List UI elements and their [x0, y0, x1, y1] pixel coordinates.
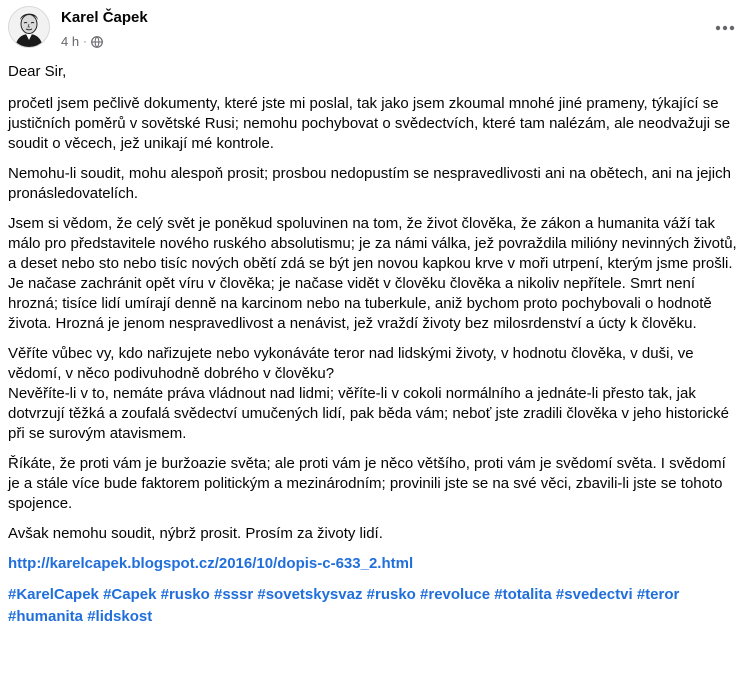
hashtag-link[interactable]: #lidskost	[87, 608, 153, 625]
more-options-button[interactable]	[711, 14, 739, 42]
post-paragraph: pročetl jsem pečlivě dokumenty, které jste mi poslal, tak jako jsem zkoumal mnohé jiné prameny, týkající se justičních poměrů v sovětské Rusi; nemohu pochybovat o svědectvích, které tam nalézám, ale neodvažuji se soudit o věcech, jež unikají mé kontrole.	[8, 95, 731, 152]
hashtag-link[interactable]: #rusko	[366, 586, 416, 603]
post-timestamp[interactable]: 4 h	[61, 34, 80, 49]
hashtag-link[interactable]: #humanita	[8, 608, 84, 625]
post-meta	[61, 34, 103, 49]
post-paragraph: Říkáte, že proti vám je buržoazie světa; ale proti vám je něco většího, proti vám je svědomí světa. I svědomí je a stále více bude faktorem politickým a mezinárodním; provinili jste se na své věci, zbavili-li jste se tohoto spojence.	[8, 455, 726, 512]
hashtag-link[interactable]: #teror	[636, 586, 680, 603]
author-name[interactable]: Karel Čapek	[61, 9, 148, 26]
more-horizontal-icon	[715, 25, 735, 31]
post-header	[8, 6, 743, 54]
post-paragraph: Jsem si vědom, že celý svět je poněkud spoluvinen na tom, že život člověka, že zákon a humanita váží tak málo pro představitele nového ruského absolutismu; je za námi válka, jež povraždila milióny nevinných životů, a deset nebo sto nebo tisíc nových obětí zdá se být jen novou kapkou krve v moři utrpení, kterým jsme prošli. Je načase zachránit opět víru v člověka; je načase vidět v člověku člověka a nikoliv nepřítele. Smrt není hrozná; tisíce lidí umírají denně na karcinom nebo na tuberkule, aniž bychom proto pochybovali o hodnotě života. Hrozná je jenom nespravedlivost a nenávist, jež vraždí životy bez milosrdenství a úcty k člověku.	[8, 215, 737, 332]
hashtag-link[interactable]: #sssr	[213, 586, 254, 603]
hashtag-link[interactable]: #KarelCapek	[8, 586, 99, 603]
hashtag-link[interactable]: #sovetskysvaz	[257, 586, 363, 603]
post-paragraph: Avšak nemohu soudit, nýbrž prosit. Prosím za životy lidí.	[8, 525, 383, 542]
hashtag-link[interactable]: #svedectvi	[555, 586, 633, 603]
post-paragraph: Věříte vůbec vy, kdo nařizujete nebo vykonáváte teror nad lidskými životy, v hodnotu člověka, v duši, ve vědomí, v něco podivuhodně dobrého v člověku? Nevěříte-li v to, nemáte práva vládnout nad lidmi; věříte-li v cokoli normálního a jednáte-li přesto tak, jak dotvrzují těžká a zoufalá svědectví umučených lidí, pak běda vám; neboť jste zradili člověka v jeho historické při se surovým atavismem.	[8, 345, 729, 442]
author-avatar[interactable]	[8, 6, 50, 48]
hashtag-link[interactable]: #revoluce	[420, 586, 491, 603]
blog-link[interactable]: http://karelcapek.blogspot.cz/2016/10/dopis-c-633_2.html	[8, 555, 414, 572]
meta-separator: ·	[83, 35, 87, 48]
post-paragraph: Nemohu-li soudit, mohu alespoň prosit; prosbou nedopustím se nespravedlivosti ani na obětech, ani na jejich pronásledovatelích.	[8, 165, 731, 202]
post-paragraph-greeting: Dear Sir,	[8, 63, 67, 80]
post-body	[8, 62, 741, 628]
hashtag-link[interactable]: #totalita	[494, 586, 552, 603]
globe-icon[interactable]	[91, 36, 103, 48]
portrait-avatar-icon	[9, 7, 49, 47]
hashtag-link[interactable]: #rusko	[160, 586, 210, 603]
hashtag-link[interactable]: #Capek	[103, 586, 157, 603]
hashtag-list	[8, 584, 741, 628]
